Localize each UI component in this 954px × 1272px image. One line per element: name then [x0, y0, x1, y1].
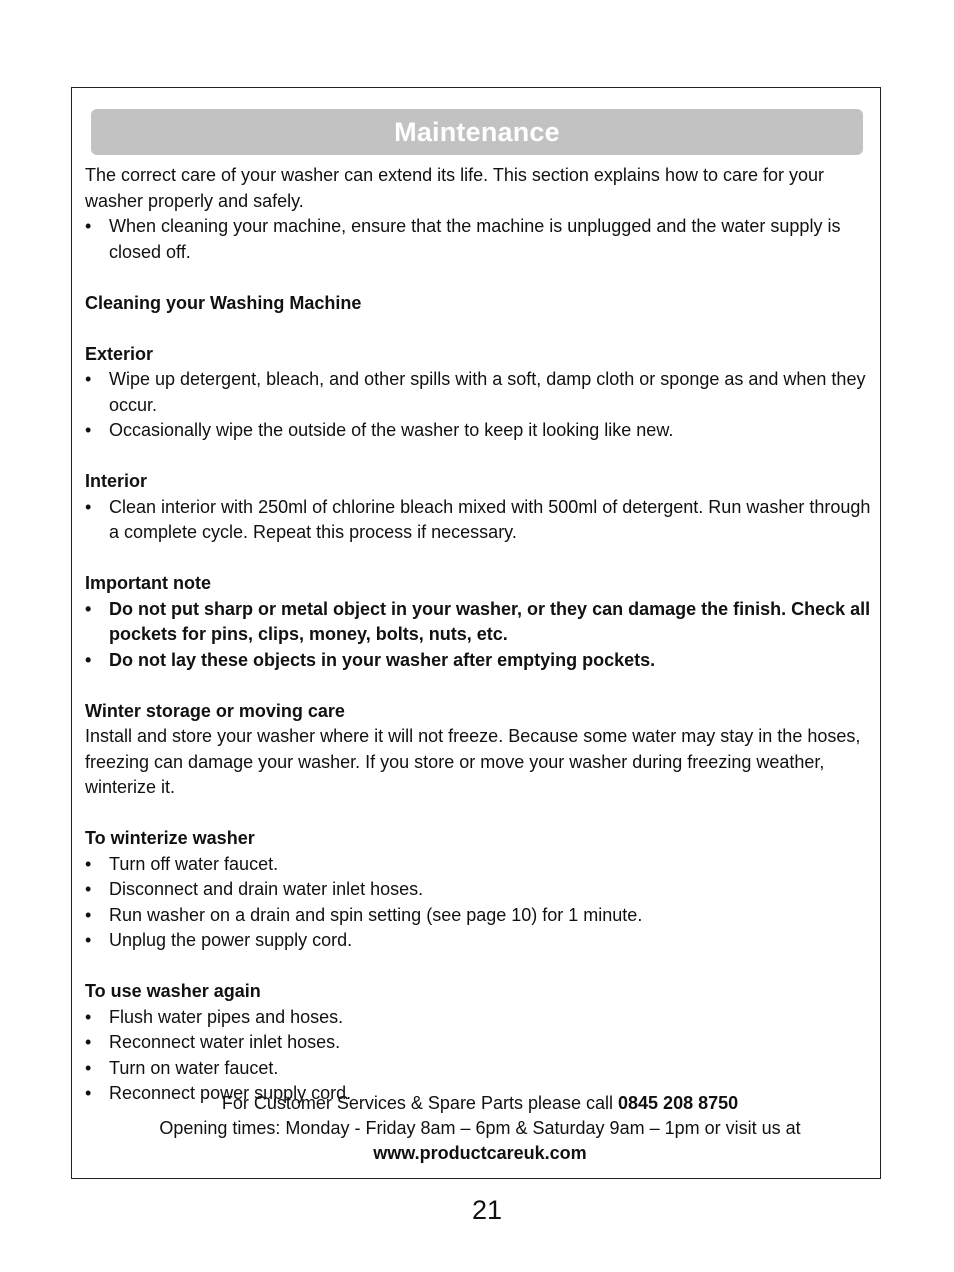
list-item: • Turn on water faucet. — [85, 1056, 875, 1082]
bullet-icon: • — [85, 216, 92, 236]
section-title: Maintenance — [394, 116, 560, 147]
interior-heading: Interior — [85, 471, 148, 491]
bullet-icon: • — [85, 369, 92, 389]
list-item: • Disconnect and drain water inlet hoses. — [85, 877, 875, 903]
page-number: 21 — [471, 1195, 503, 1225]
bullet-icon: • — [85, 649, 92, 670]
list-item: • Unplug the power supply cord. — [85, 928, 875, 954]
list-item: • Clean interior with 250ml of chlorine bleach mixed with 500ml of detergent. Run washer through a complete cycle. Repeat this process if necessary. — [85, 496, 871, 542]
winterize-heading: To winterize washer — [85, 828, 255, 848]
customer-service-footer — [71, 1091, 889, 1166]
list-item: • Do not put sharp or metal object in your washer, or they can damage the finish. Check all pockets for pins, clips, money, bolts, nuts, etc. — [85, 598, 871, 644]
bullet-icon: • — [85, 879, 92, 899]
cleaning-heading: Cleaning your Washing Machine — [85, 292, 362, 313]
bullet-icon: • — [85, 1057, 92, 1078]
list-item: • Wipe up detergent, bleach, and other spills with a soft, damp cloth or sponge as and when they occur. — [85, 369, 866, 415]
interior-list — [85, 495, 875, 546]
footer-line-phone: For Customer Services & Spare Parts please call 0845 208 8750 — [221, 1093, 739, 1113]
bullet-icon: • — [85, 1032, 92, 1052]
list-item: • Occasionally wipe the outside of the washer to keep it looking like new. — [85, 418, 875, 444]
bullet-icon: • — [85, 853, 92, 874]
important-list — [85, 597, 875, 674]
list-item: • Reconnect power supply cord. — [85, 1081, 875, 1107]
section-title-banner — [91, 109, 863, 155]
list-item: • Run washer on a drain and spin setting (see page 10) for 1 minute. — [85, 903, 875, 929]
exterior-list — [85, 367, 875, 444]
list-item: • Flush water pipes and hoses. — [85, 1005, 875, 1031]
winterize-list — [85, 852, 875, 954]
bullet-icon: • — [85, 904, 92, 925]
winter-heading: Winter storage or moving care — [85, 700, 345, 721]
bullet-icon: • — [85, 420, 92, 440]
winter-paragraph: Install and store your washer where it will not freeze. Because some water may stay in the hoses, freezing can damage your washer. If you store or move your washer during freezing weather, winterize it. — [85, 726, 861, 797]
bullet-icon: • — [85, 1083, 92, 1103]
list-item: • Reconnect water inlet hoses. — [85, 1030, 875, 1056]
list-item: • Turn off water faucet. — [85, 852, 875, 878]
bullet-icon: • — [85, 930, 92, 950]
website-link: www.productcareuk.com — [373, 1143, 587, 1163]
bullet-icon: • — [85, 1006, 92, 1027]
exterior-heading: Exterior — [85, 343, 154, 364]
list-item: • When cleaning your machine, ensure that the machine is unplugged and the water supply is closed off. — [85, 216, 841, 262]
bullet-icon: • — [85, 598, 92, 619]
intro-paragraph: The correct care of your washer can extend its life. This section explains how to care for your washer properly and safely. — [85, 165, 825, 211]
intro-bullets — [85, 214, 875, 265]
footer-line-hours: Opening times: Monday - Friday 8am – 6pm & Saturday 9am – 1pm or visit us at — [159, 1118, 801, 1138]
bullet-icon: • — [85, 496, 92, 517]
important-heading: Important note — [85, 573, 211, 593]
content-body — [85, 163, 875, 1107]
use-again-heading: To use washer again — [85, 981, 261, 1001]
list-item: • Do not lay these objects in your washer after emptying pockets. — [85, 648, 875, 674]
phone-number: 0845 208 8750 — [618, 1093, 739, 1113]
